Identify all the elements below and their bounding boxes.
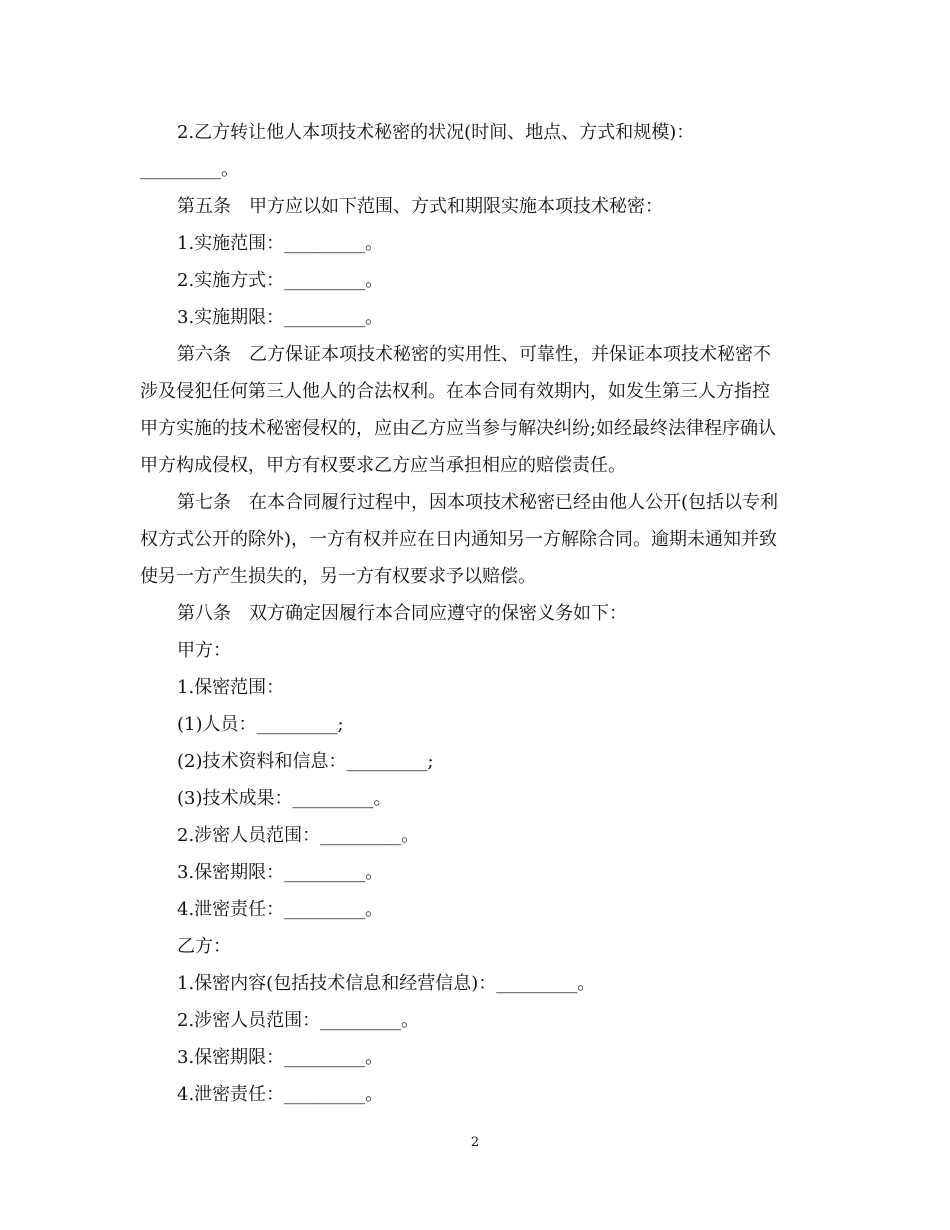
text-line: 2.乙方转让他人本项技术秘密的状况(时间、地点、方式和规模)： xyxy=(177,122,695,143)
text-line: 3.实施期限：_________。 xyxy=(177,307,384,328)
text-line: _________。 xyxy=(140,159,239,180)
text-line: 1.保密范围： xyxy=(177,677,285,698)
text-line: 3.保密期限：_________。 xyxy=(177,862,384,883)
text-line: 4.泄密责任：_________。 xyxy=(177,1084,384,1105)
text-line: 2.实施方式：_________。 xyxy=(177,270,384,291)
text-line: 涉及侵犯任何第三人他人的合法权利。在本合同有效期内，如发生第三人方指控 xyxy=(140,381,770,402)
article-5-heading: 第五条 甲方应以如下范围、方式和期限实施本项技术秘密： xyxy=(177,196,663,217)
text-line: 1.保密内容(包括技术信息和经营信息)：_________。 xyxy=(177,973,596,994)
party-a-label: 甲方： xyxy=(177,640,231,661)
text-line: 权方式公开的除外)，一方有权并应在日内通知另一方解除合同。逾期未通知并致 xyxy=(140,529,778,550)
article-8-heading: 第八条 双方确定因履行本合同应遵守的保密义务如下： xyxy=(177,603,627,624)
text-line: 甲方构成侵权，甲方有权要求乙方应当承担相应的赔偿责任。 xyxy=(140,455,626,476)
party-b-label: 乙方： xyxy=(177,936,231,957)
text-line: 4.泄密责任：_________。 xyxy=(177,899,384,920)
page-number: 2 xyxy=(470,1135,480,1150)
text-line: 甲方实施的技术秘密侵权的，应由乙方应当参与解决纠纷;如经最终法律程序确认 xyxy=(140,418,777,439)
text-line: 使另一方产生损失的，另一方有权要求予以赔偿。 xyxy=(140,566,536,587)
text-line: 3.保密期限：_________。 xyxy=(177,1047,384,1068)
text-line: 2.涉密人员范围：_________。 xyxy=(177,825,420,846)
text-line: (3)技术成果：_________。 xyxy=(177,788,392,809)
text-line: (1)人员：_________; xyxy=(177,714,344,735)
text-line: (2)技术资料和信息：_________; xyxy=(177,751,434,772)
document-body xyxy=(140,114,812,1113)
text-line: 2.涉密人员范围：_________。 xyxy=(177,1010,420,1031)
article-7-paragraph: 第七条 在本合同履行过程中，因本项技术秘密已经由他人公开(包括以专利 xyxy=(177,492,779,513)
text-line: 1.实施范围：_________。 xyxy=(177,233,384,254)
article-6-paragraph: 第六条 乙方保证本项技术秘密的实用性、可靠性，并保证本项技术秘密不 xyxy=(177,344,771,365)
